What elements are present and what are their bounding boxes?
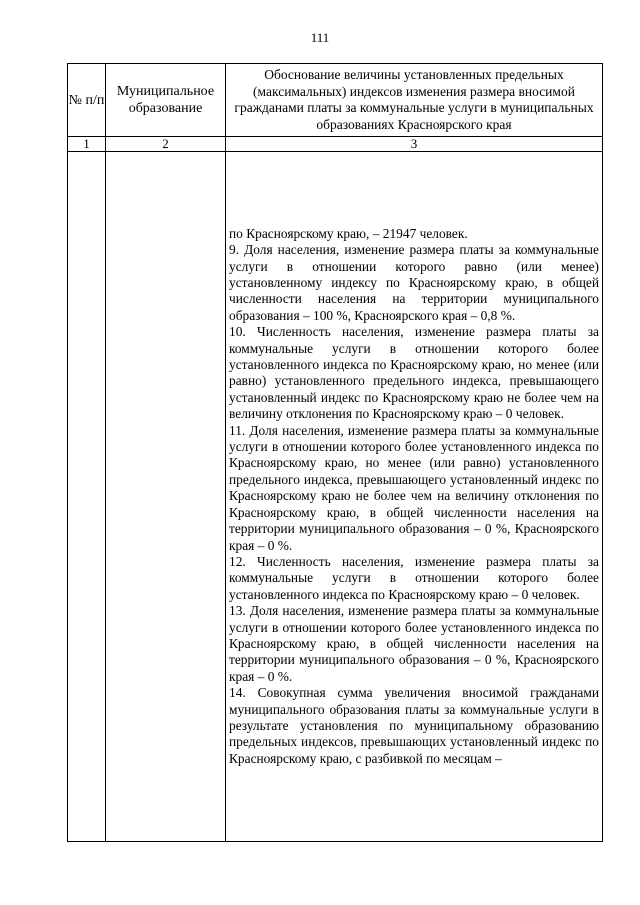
row-justification-cell	[226, 152, 603, 842]
row-number-cell	[68, 152, 106, 842]
paragraph-item-14: 14. Совокупная сумма увеличения вносимой гражданами муниципального образования платы за коммунальные услуги в результате установления по муниципальному образованию предельных индексов, превышающих установленный индекс по Красноярскому краю, с разбивкой по месяцам –	[229, 685, 599, 766]
column-number-3: 3	[226, 137, 603, 152]
header-justification: Обоснование величины установленных предельных (максимальных) индексов изменения размера вносимой гражданами платы за коммунальные услуги в муниципальных образованиях Красноярского края	[226, 64, 603, 137]
header-municipality: Муниципальное образование	[106, 64, 226, 137]
column-number-2: 2	[106, 137, 226, 152]
page-number: 111	[310, 30, 330, 45]
paragraph-item-13: 13. Доля населения, изменение размера платы за коммунальные услуги в отношении которого более установленного индекса по Красноярскому краю, в общей численности населения на территории муниципального образования – 0 %, Красноярского края – 0 %.	[229, 603, 599, 684]
table-row	[68, 152, 603, 842]
paragraph-item-12: 12. Численность населения, изменение размера платы за коммунальные услуги в отношении которого более установленного индекса по Красноярскому краю – 0 человек.	[229, 553, 599, 602]
paragraph-item-9: 9. Доля населения, изменение размера платы за коммунальные услуги в отношении которого равно (или менее) установленному индексу по Красноярскому краю, в общей численности населения на территории муниципального образования – 100 %, Красноярского края – 0,8 %.	[229, 242, 599, 323]
paragraph-item-10: 10. Численность населения, изменение размера платы за коммунальные услуги в отношении которого более установленного индекса по Красноярскому краю, но менее (или равно) установленного предельного индекса, превышающего установленный индекс по Красноярскому краю не более чем на величину отклонения по Красноярскому краю – 0 человек.	[229, 324, 599, 422]
column-number-row	[68, 137, 603, 152]
justification-table	[67, 63, 603, 842]
column-number-1: 1	[68, 137, 106, 152]
header-number: № п/п	[68, 64, 106, 137]
paragraph-item-11: 11. Доля населения, изменение размера платы за коммунальные услуги в отношении которого более установленного индекса по Красноярскому краю, но менее (или равно) установленного предельного индекса, превышающего установленный индекс по Красноярскому краю не более чем на величину отклонения по Красноярскому краю, в общей численности населения на территории муниципального образования – 0 %, Красноярского края – 0 %.	[229, 422, 599, 553]
row-municipality-cell	[106, 152, 226, 842]
table-header-row	[68, 64, 603, 137]
paragraph-continuation: по Красноярскому краю, – 21947 человек.	[229, 225, 468, 241]
